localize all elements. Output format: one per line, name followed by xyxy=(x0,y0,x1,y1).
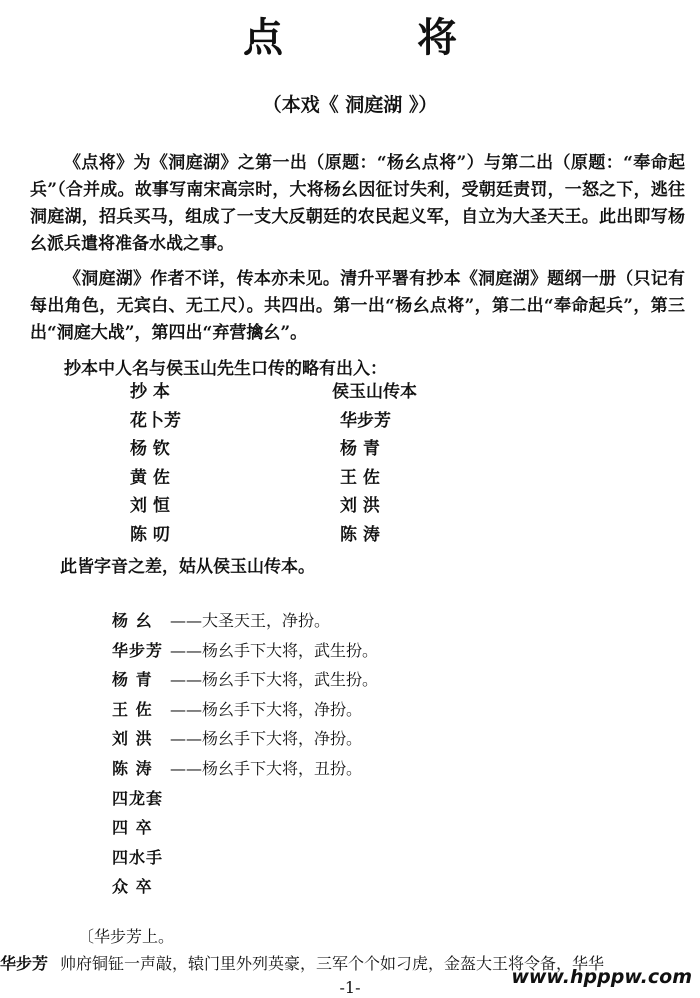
cast-item xyxy=(112,754,378,784)
page-title: 点 将 xyxy=(243,15,517,61)
table-row xyxy=(130,435,450,464)
cast-name: 四 卒 xyxy=(112,818,153,838)
page-subtitle: （本戏《 洞庭湖 》） xyxy=(262,94,438,116)
hou-name: 刘 洪 xyxy=(340,496,380,517)
table-row xyxy=(130,407,450,436)
table-header-row xyxy=(130,378,450,407)
manuscript-name: 杨 钦 xyxy=(130,439,170,460)
watermark: www.hpppw.com xyxy=(511,966,692,988)
manuscript-name: 花卜芳 xyxy=(130,410,181,431)
manuscript-name: 陈 叨 xyxy=(130,524,170,545)
hou-name: 陈 涛 xyxy=(340,524,380,545)
header-manuscript: 抄 本 xyxy=(130,382,170,402)
name-comparison-table xyxy=(130,378,450,550)
cast-name: 陈 涛 xyxy=(112,758,153,778)
cast-item xyxy=(112,636,378,666)
cast-item xyxy=(112,606,378,636)
cast-item xyxy=(112,813,378,843)
cast-role: ——大圣天王，净扮。 xyxy=(170,611,331,630)
hou-name: 华步芳 xyxy=(340,410,391,431)
cast-item xyxy=(112,872,378,902)
hou-name: 杨 青 xyxy=(340,439,380,460)
cast-role: ——杨幺手下大将，武生扮。 xyxy=(170,670,379,690)
dialogue-speaker: 华步芳 xyxy=(0,954,49,973)
table-row xyxy=(130,521,450,550)
cast-name: 四龙套 xyxy=(112,788,164,808)
header-hou-version: 侯玉山传本 xyxy=(332,382,417,402)
cast-role: ——杨幺手下大将，丑扮。 xyxy=(170,758,363,778)
hou-name: 王 佐 xyxy=(340,467,380,488)
table-row xyxy=(130,492,450,521)
manuscript-name: 刘 恒 xyxy=(130,496,170,517)
cast-role: ——杨幺手下大将，净扮。 xyxy=(170,699,363,719)
cast-name: 杨 青 xyxy=(112,670,153,690)
intro-paragraph: 《点将》为《洞庭湖》之第一出（原题：“杨幺点将”）与第二出（原题：“奉命起兵”（合并成。故事写南宋高宗时，大将杨幺因征讨失利，受朝廷责罚，一怒之下，逃往洞庭湖，招兵买马，组成了一支大反朝廷的农民起义军，自立为大圣天王。此出即写杨幺派兵遣将准备水战之事。 xyxy=(30,153,685,254)
dialogue-text: 帅府铜钲一声敲，辕门里外列英豪，三军个个如刁虎，金盔大王将令备，华华 xyxy=(60,954,605,973)
cast-list xyxy=(112,606,378,902)
name-note: 此皆字音之差，姑从侯玉山传本。 xyxy=(60,557,315,577)
cast-item xyxy=(112,695,378,725)
manuscript-name: 黄 佐 xyxy=(130,467,170,488)
cast-name: 王 佐 xyxy=(112,699,153,719)
cast-name: 杨 幺 xyxy=(112,611,153,630)
cast-name: 四水手 xyxy=(112,847,164,867)
cast-role: ——杨幺手下大将，净扮。 xyxy=(170,729,363,749)
page-number: -1- xyxy=(339,978,361,997)
cast-item xyxy=(112,724,378,754)
cast-item xyxy=(112,784,378,814)
name-diff-paragraph: 抄本中人名与侯玉山先生口传的略有出入： xyxy=(64,359,387,379)
cast-item xyxy=(112,665,378,695)
cast-item xyxy=(112,843,378,873)
stage-direction: 〔华步芳上。 xyxy=(78,927,175,946)
table-row xyxy=(130,464,450,493)
cast-name: 刘 洪 xyxy=(112,729,153,749)
cast-name: 华步芳 xyxy=(112,640,164,660)
cast-name: 众 卒 xyxy=(112,877,153,897)
cast-role: ——杨幺手下大将，武生扮。 xyxy=(170,640,379,660)
source-paragraph: 《洞庭湖》作者不详，传本亦未见。清升平署有抄本《洞庭湖》题纲一册（只记有每出角色，无宾白、无工尺）。共四出。第一出“杨幺点将”，第二出“奉命起兵”，第三出“洞庭大战”，第四出“弃营擒幺”。 xyxy=(30,269,685,343)
